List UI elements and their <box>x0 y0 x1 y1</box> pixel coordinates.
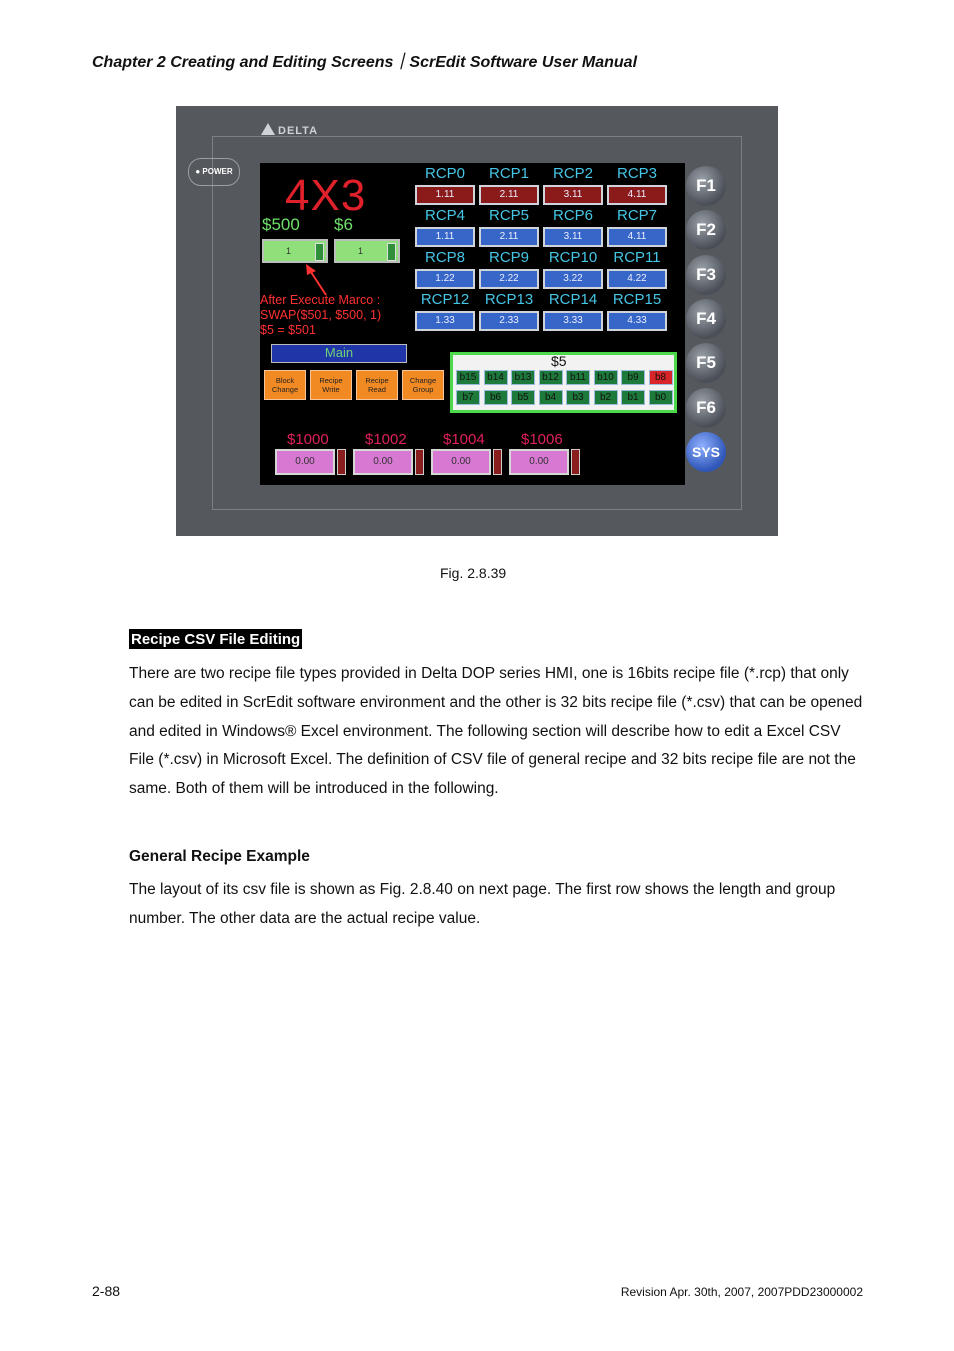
bit-lamp: b9 <box>621 370 645 385</box>
switch-6[interactable]: 1 <box>334 239 400 263</box>
fkey-f3-button[interactable]: F3 <box>686 255 726 295</box>
data-indicator <box>571 449 580 475</box>
data-indicator <box>337 449 346 475</box>
subheading: General Recipe Example <box>129 848 310 865</box>
fkey-sys-button[interactable]: SYS <box>686 432 726 472</box>
paragraph-2: The layout of its csv file is shown as Fig. 2.8.40 on next page. The first row shows the length and group number. The other data are the actual recipe value. <box>129 881 836 927</box>
bit-lamp: b7 <box>456 390 480 405</box>
rcp-value[interactable]: 1.22 <box>415 269 475 289</box>
hmi-figure <box>176 106 778 536</box>
section-title: Recipe CSV File Editing <box>131 631 301 648</box>
rcp-value[interactable]: 3.11 <box>543 185 603 205</box>
arrow-icon <box>304 263 334 297</box>
data-label: $1002 <box>365 431 407 448</box>
rcp-label: RCP2 <box>552 165 593 182</box>
rcp-value[interactable]: 4.33 <box>607 311 667 331</box>
label-6: $6 <box>334 215 353 234</box>
rcp-label: RCP14 <box>548 291 598 308</box>
rcp-value[interactable]: 1.11 <box>415 227 475 247</box>
data-value[interactable]: 0.00 <box>275 449 335 475</box>
bit-lamp: b11 <box>566 370 590 385</box>
data-value[interactable]: 0.00 <box>431 449 491 475</box>
block-change-button[interactable]: Block Change <box>264 370 306 400</box>
rcp-label: RCP3 <box>616 165 657 182</box>
bit-lamp: b14 <box>484 370 508 385</box>
fkey-f4-button[interactable]: F4 <box>686 299 726 339</box>
delta-logo-icon <box>261 123 275 135</box>
macro-note: After Execute Marco : SWAP($501, $500, 1) $5 = $501 <box>260 293 382 337</box>
bit-panel <box>450 352 677 413</box>
fkey-f6-button[interactable]: F6 <box>686 388 726 428</box>
rcp-label: RCP8 <box>424 249 465 266</box>
rcp-value[interactable]: 3.11 <box>543 227 603 247</box>
data-label: $1006 <box>521 431 563 448</box>
bit-lamp: b2 <box>594 390 618 405</box>
fkey-f1-button[interactable]: F1 <box>686 166 726 206</box>
data-indicator <box>493 449 502 475</box>
figure-caption: Fig. 2.8.39 <box>440 565 507 581</box>
rcp-value[interactable]: 1.33 <box>415 311 475 331</box>
delta-logo: DELTA <box>261 123 318 137</box>
data-value[interactable]: 0.00 <box>509 449 569 475</box>
data-value[interactable]: 0.00 <box>353 449 413 475</box>
rcp-label: RCP11 <box>613 249 661 266</box>
rcp-label: RCP5 <box>488 207 529 224</box>
revision-info: Revision Apr. 30th, 2007, 2007PDD23000002 <box>620 1285 863 1299</box>
label-500: $500 <box>262 215 300 234</box>
hmi-screen <box>260 163 685 485</box>
bit-lamp: b13 <box>511 370 535 385</box>
paragraph-1: There are two recipe file types provided in Delta DOP series HMI, one is 16bits recipe file (*.rcp) that only can be edited in ScrEdit software environment and the other is 32 bits recipe file (*.csv) that can be opened and edited in Windows® Excel environment. The following section will describe how to edit a Excel CSV File (*.csv) in Microsoft Excel. The definition of CSV file of general recipe and 32 bits recipe file are not the same. Both of them will be introduced in the following. <box>129 665 863 798</box>
switch-500[interactable]: 1 <box>262 239 328 263</box>
rcp-value[interactable]: 2.22 <box>479 269 539 289</box>
rcp-label: RCP9 <box>488 249 529 266</box>
rcp-label: RCP0 <box>424 165 465 182</box>
rcp-label: RCP4 <box>424 207 465 224</box>
power-dot-icon: ● <box>195 167 201 176</box>
rcp-label: RCP12 <box>420 291 470 308</box>
recipe-read-button[interactable]: Recipe Read <box>356 370 398 400</box>
rcp-value[interactable]: 2.33 <box>479 311 539 331</box>
bit-lamp: b10 <box>594 370 618 385</box>
bit-lamp: b5 <box>511 390 535 405</box>
rcp-label: RCP10 <box>548 249 598 266</box>
page-header: Chapter 2 Creating and Editing Screens｜ScrEdit Software User Manual <box>92 54 638 71</box>
bit-lamp: b1 <box>621 390 645 405</box>
bit-lamp: b0 <box>649 390 673 405</box>
rcp-label: RCP7 <box>616 207 657 224</box>
screen-title: 4X3 <box>285 171 367 220</box>
rcp-value[interactable]: 4.11 <box>607 185 667 205</box>
rcp-value[interactable]: 4.11 <box>607 227 667 247</box>
rcp-value[interactable]: 2.11 <box>479 227 539 247</box>
rcp-value[interactable]: 3.33 <box>543 311 603 331</box>
rcp-value[interactable]: 2.11 <box>479 185 539 205</box>
switch-indicator <box>387 243 396 261</box>
change-group-button[interactable]: Change Group <box>402 370 444 400</box>
bit-lamp: b4 <box>539 390 563 405</box>
switch-indicator <box>315 243 324 261</box>
rcp-label: RCP13 <box>484 291 534 308</box>
main-label[interactable]: Main <box>271 344 407 363</box>
data-indicator <box>415 449 424 475</box>
rcp-label: RCP15 <box>612 291 662 308</box>
bit-panel-title: $5 <box>551 353 567 369</box>
bit-lamp: b15 <box>456 370 480 385</box>
bit-lamp: b12 <box>539 370 563 385</box>
rcp-value[interactable]: 4.22 <box>607 269 667 289</box>
power-indicator: ● POWER <box>188 158 240 186</box>
recipe-write-button[interactable]: Recipe Write <box>310 370 352 400</box>
bit-lamp: b3 <box>566 390 590 405</box>
rcp-label: RCP1 <box>488 165 529 182</box>
rcp-value[interactable]: 3.22 <box>543 269 603 289</box>
fkey-f2-button[interactable]: F2 <box>686 210 726 250</box>
bit-lamp: b6 <box>484 390 508 405</box>
bit-lamp: b8 <box>649 370 673 385</box>
rcp-label: RCP6 <box>552 207 593 224</box>
rcp-value[interactable]: 1.11 <box>415 185 475 205</box>
data-label: $1000 <box>287 431 329 448</box>
fkey-f5-button[interactable]: F5 <box>686 343 726 383</box>
page-number: 2-88 <box>92 1283 121 1299</box>
data-label: $1004 <box>443 431 485 448</box>
